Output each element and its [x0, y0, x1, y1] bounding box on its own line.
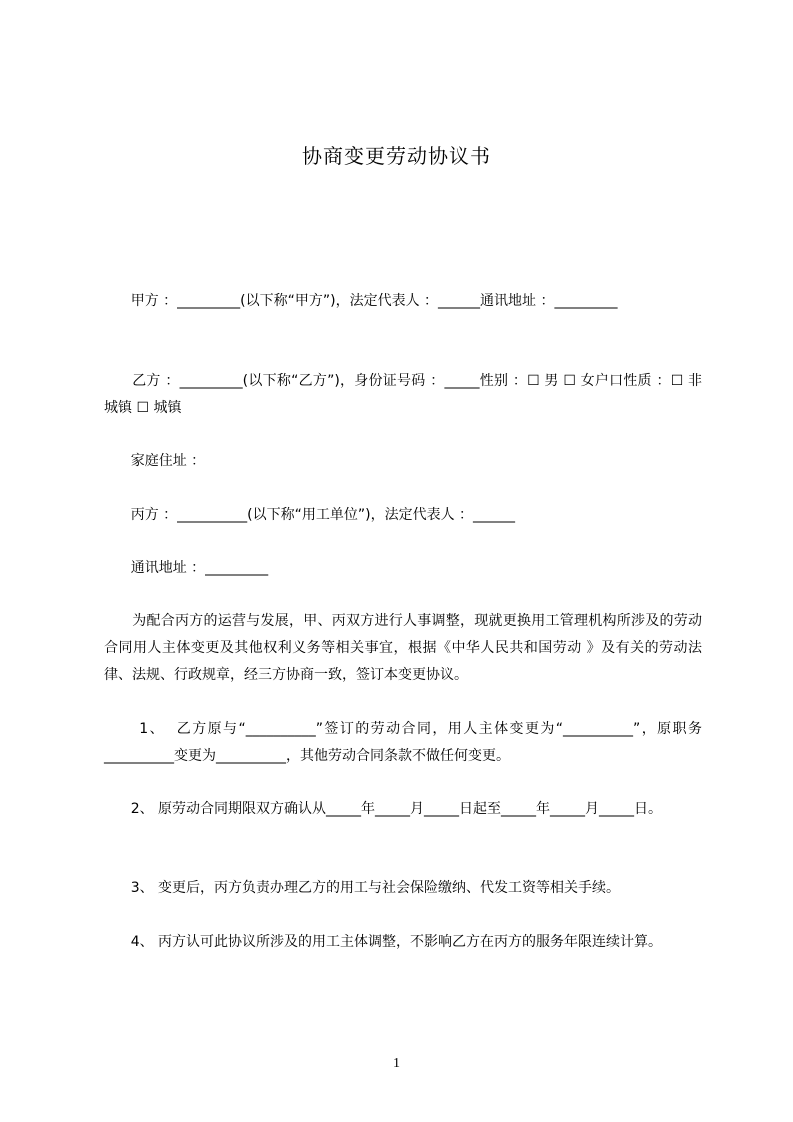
intro-paragraph: 为配合丙方的运营与发展，甲、丙双方进行人事调整，现就更换用工管理机构所涉及的劳动合同用人主体变更及其他权利义务等相关事宜，根据《中华人民共和国劳动 》及有关的劳动法律、法规、行政规章，经三方协商一致，签订本变更协议。 — [104, 613, 703, 683]
clause-1: 1、 乙方原与“__________”签订的劳动合同，用人主体变更为“__________”，原职务__________变更为__________，其他劳动合同条款不做任何变更。 — [104, 721, 702, 764]
party-a-paragraph: 甲方 ：_________(以下称“甲方”)，法定代表人 ：______通讯地址 ：_________ — [104, 293, 618, 309]
party-c-paragraph: 丙方 ：__________(以下称“用工单位”)，法定代表人 ：______ — [104, 507, 516, 523]
clause-4: 4、 丙方认可此协议所涉及的用工主体调整，不影响乙方在丙方的服务年限连续计算。 — [104, 934, 663, 950]
clause-3: 3、 变更后，丙方负责办理乙方的用工与社会保险缴纳、代发工资等相关手续。 — [104, 880, 621, 896]
document-title: 协商变更劳动协议书 — [302, 144, 491, 168]
c-address-paragraph: 通讯地址 ：_________ — [104, 560, 269, 576]
party-b-paragraph: 乙方 ：_________(以下称“乙方”)，身份证号码 ：_____性别 ：☐ 男 ☐ 女户口性质 ：☐ 非城镇 ☐ 城镇 — [104, 373, 702, 416]
clause-2: 2、 原劳动合同期限双方确认从_____年_____月_____日起至_____年_____月_____日。 — [104, 801, 663, 817]
home-address-paragraph: 家庭住址 ： — [104, 453, 206, 469]
page-number: 1 — [393, 1056, 400, 1071]
